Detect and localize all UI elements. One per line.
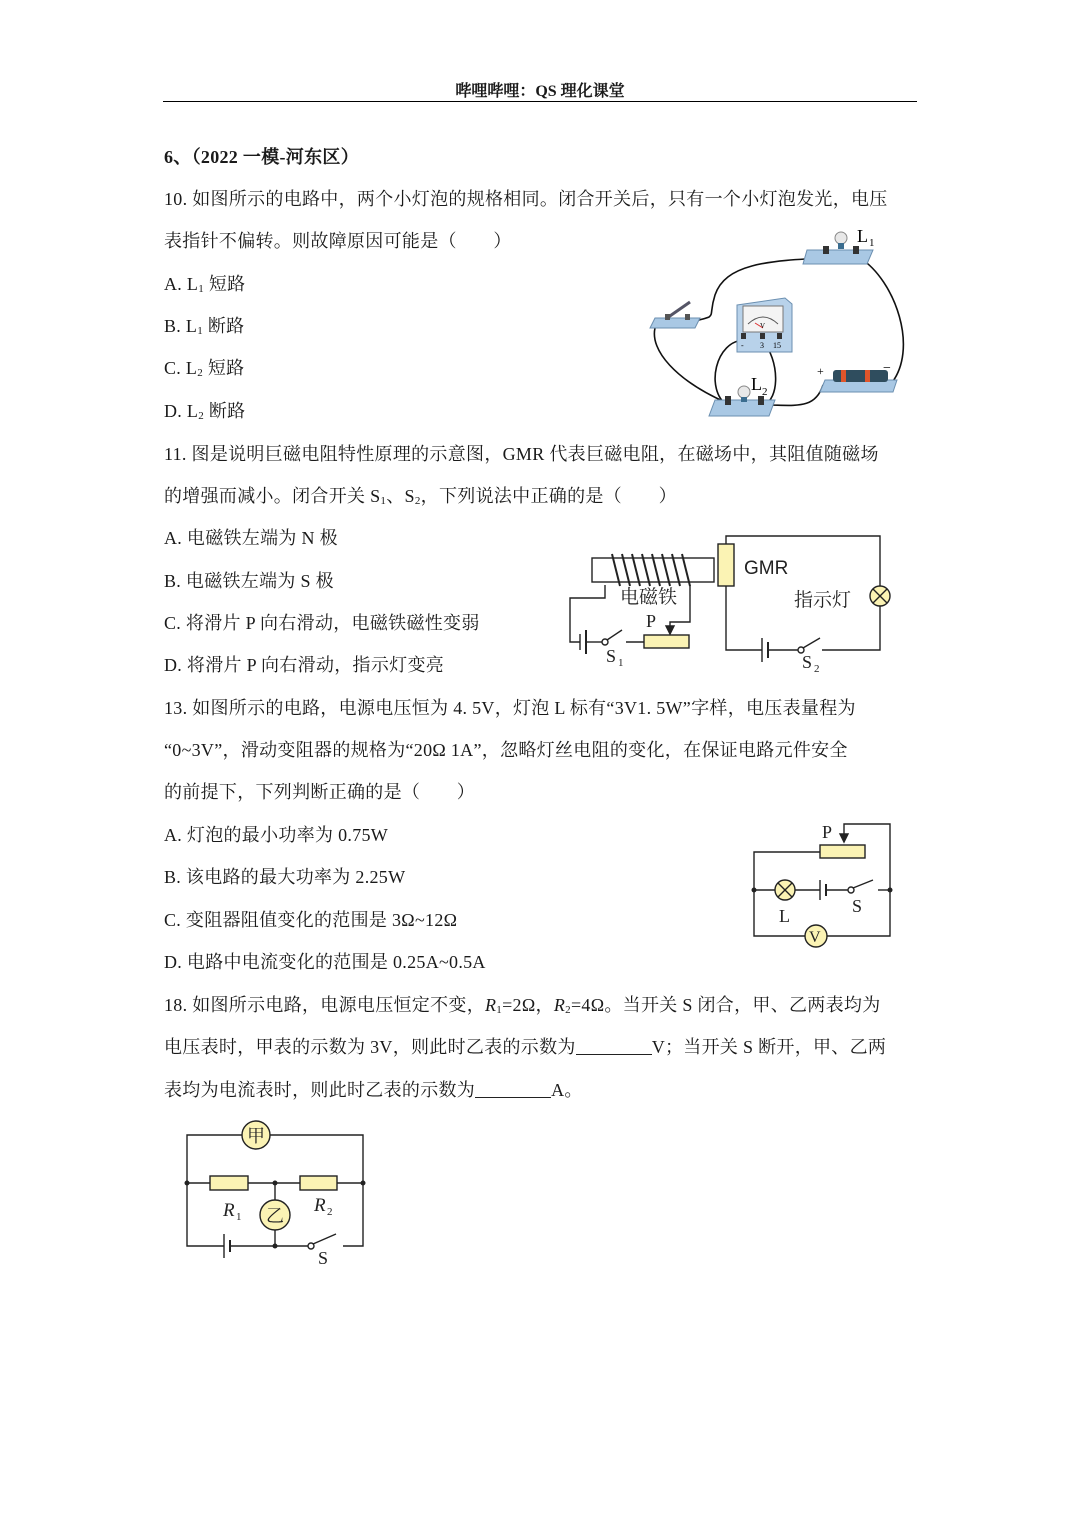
page-header: 哔哩哔哩：QS 理化课堂 (455, 83, 625, 100)
svg-text:R: R (314, 1195, 326, 1216)
svg-text:乙: 乙 (266, 1206, 284, 1226)
svg-text:L: L (857, 226, 868, 246)
q13-stem-line1: 13. 如图所示的电路，电源电压恒为 4. 5V，灯泡 L 标有“3V1. 5W”字样，电压表量程为 (164, 698, 856, 718)
section-title: 6、（2022 一模-河东区） (164, 147, 359, 167)
q18-stem-line2: 电压表时，甲表的示数为 3V，则此时乙表的示数为 V；当开关 S 断开，甲、乙两 (164, 1037, 887, 1057)
q10-option-a: A. $L_1$ 短路 (164, 274, 246, 295)
q10-option-c: C. $L_2$ 短路 (164, 358, 245, 379)
q10-option-b: B. $L_1$ 断路 (164, 316, 245, 337)
q18-circuit-figure (180, 1118, 370, 1268)
q11-option-a: A. 电磁铁左端为 N 极 (164, 528, 338, 548)
answer-blank-2[interactable] (475, 1081, 551, 1098)
svg-text:S: S (318, 1248, 329, 1268)
header-divider (163, 101, 917, 102)
q10-option-d: D. $L_2$ 断路 (164, 401, 246, 422)
q11-option-b: B. 电磁铁左端为 S 极 (164, 571, 334, 591)
q13-option-b: B. 该电路的最大功率为 2.25W (164, 867, 406, 887)
answer-blank-1[interactable] (576, 1038, 652, 1055)
svg-text:甲: 甲 (247, 1126, 265, 1146)
knife-switch (650, 302, 700, 328)
svg-text:2: 2 (327, 1206, 333, 1218)
q18-stem-line1: 18. 如图所示电路，电源电压恒定不变，$R_1=2\Omega$，$R_2=4\Omega$。当开关 S 闭合，甲、乙两表均为 (164, 995, 881, 1016)
svg-text:V: V (760, 322, 766, 330)
battery-pack (817, 361, 897, 392)
q10-circuit-figure (645, 220, 915, 425)
svg-text:P: P (646, 611, 657, 631)
svg-text:S: S (606, 646, 617, 666)
q13-circuit-figure (748, 818, 898, 953)
q13-option-d: D. 电路中电流变化的范围是 0.25A~0.5A (164, 952, 486, 972)
q18-stem-line3: 表均为电流表时，则此时乙表的示数为 A。 (164, 1080, 583, 1100)
svg-text:L: L (751, 374, 762, 394)
q13-stem-line2: “0~3V”，滑动变阻器的规格为“20Ω 1A”，忽略灯丝电阻的变化，在保证电路元件安全 (164, 740, 848, 760)
svg-text:1: 1 (618, 657, 624, 669)
svg-text:-: - (741, 341, 744, 350)
bulb-l1 (803, 226, 875, 264)
svg-text:P: P (822, 822, 833, 842)
svg-text:L: L (779, 906, 790, 926)
svg-text:1: 1 (869, 237, 875, 249)
q10-stem-line2: 表指针不偏转。则故障原因可能是（ ） (164, 231, 512, 251)
svg-text:−: − (883, 361, 891, 376)
q13-stem-line3: 的前提下，下列判断正确的是（ ） (164, 782, 476, 802)
svg-text:S: S (802, 652, 813, 672)
svg-text:R: R (223, 1200, 235, 1221)
q11-option-c: C. 将滑片 P 向右滑动，电磁铁磁性变弱 (164, 613, 480, 633)
svg-text:1: 1 (236, 1211, 242, 1223)
q10-stem-line1: 10. 如图所示的电路中，两个小灯泡的规格相同。闭合开关后，只有一个小灯泡发光，电压 (164, 189, 888, 209)
svg-text:2: 2 (814, 663, 820, 675)
svg-text:S: S (852, 896, 863, 916)
svg-text:V: V (809, 929, 821, 946)
svg-text:2: 2 (762, 386, 768, 398)
q11-stem-line2: 的增强而减小。闭合开关 $S_1$、$S_2$，下列说法中正确的是（ ） (164, 486, 677, 507)
voltmeter (737, 298, 792, 352)
svg-text:GMR: GMR (744, 558, 789, 579)
svg-text:+: + (817, 364, 824, 378)
q13-option-c: C. 变阻器阻值变化的范围是 3Ω~12Ω (164, 910, 458, 930)
svg-text:电磁铁: 电磁铁 (620, 587, 678, 608)
svg-text:指示灯: 指示灯 (794, 590, 852, 611)
svg-text:15: 15 (773, 341, 781, 350)
q11-stem-line1: 11. 图是说明巨磁电阻特性原理的示意图，GMR 代表巨磁电阻，在磁场中，其阻值随磁场 (164, 444, 879, 464)
svg-text:3: 3 (760, 341, 764, 350)
q11-gmr-circuit-figure (562, 530, 892, 680)
q11-option-d: D. 将滑片 P 向右滑动，指示灯变亮 (164, 655, 445, 675)
q13-option-a: A. 灯泡的最小功率为 0.75W (164, 825, 389, 845)
